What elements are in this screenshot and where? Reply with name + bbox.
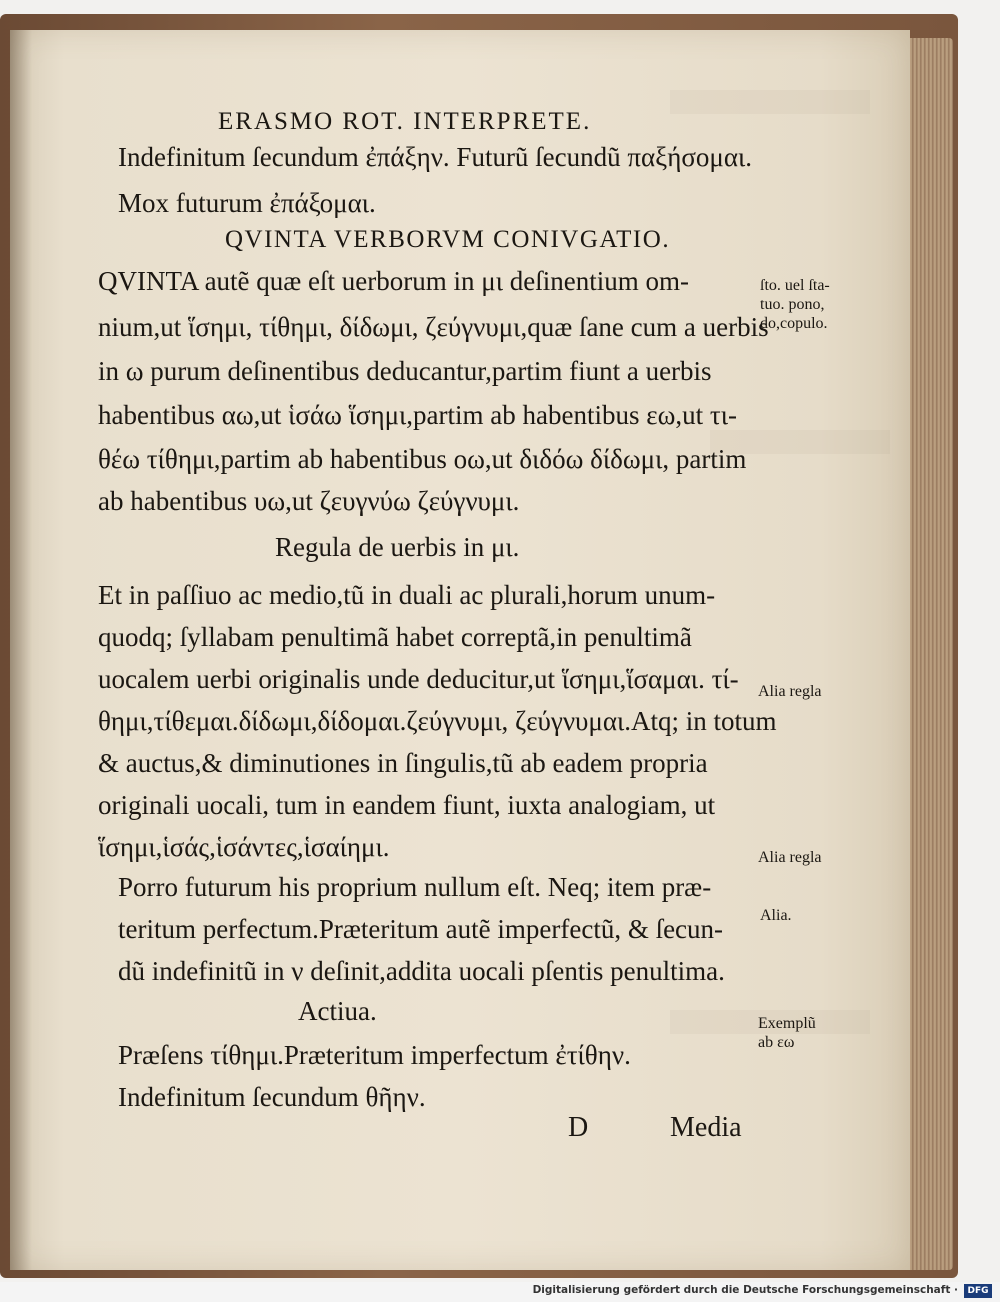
margin-note — [758, 1014, 816, 1052]
sub-heading: Actiua. — [298, 996, 377, 1026]
margin-note-line: Exemplũ — [758, 1015, 816, 1032]
margin-note — [760, 276, 830, 333]
signature-mark: D — [568, 1112, 589, 1143]
margin-note-line: ſto. uel ſta- — [760, 277, 830, 294]
running-head: ERASMO ROT. INTERPRETE. — [218, 108, 592, 135]
margin-note-line: do,copulo. — [760, 315, 828, 332]
body-line: Indefinitum ſecundum ἐπάξην. Futurũ ſecundũ παξήσομαι. — [118, 142, 753, 172]
body-line: Porro futurum his proprium nullum eſt. Neq; item præ- — [118, 872, 712, 902]
body-line: QVINTA autẽ quæ eſt uerborum in μι deſinentium om- — [98, 266, 689, 296]
margin-note — [758, 848, 822, 867]
body-line: & auctus,& diminutiones in ſingulis,tũ ab eadem propria — [98, 748, 708, 778]
body-line: habentibus αω,ut ἱσάω ἵσημι,partim ab habentibus εω,ut τι- — [98, 400, 737, 430]
margin-note-line: Alia. — [760, 907, 792, 924]
sub-heading: Regula de uerbis in μι. — [275, 532, 520, 562]
body-line: Indefinitum ſecundum θῆην. — [118, 1082, 426, 1112]
margin-note-line: Alia regla — [758, 683, 822, 700]
body-line: Mox futurum ἐπάξομαι. — [118, 188, 376, 218]
body-line: uocalem uerbi originalis unde deducitur,ut ἵσημι,ἵσαμαι. τί- — [98, 664, 739, 694]
body-line: ab habentibus υω,ut ζευγνύω ζεύγνυμι. — [98, 486, 520, 516]
body-line: nium,ut ἵσημι, τίθημι, δίδωμι, ζεύγνυμι,quæ ſane cum a uerbis — [98, 312, 769, 342]
catchword: Media — [670, 1112, 742, 1143]
margin-note — [758, 682, 822, 701]
body-line: Et in paſſiuo ac medio,tũ in duali ac plurali,horum unum- — [98, 580, 716, 610]
body-line: in ω purum deſinentibus deducantur,partim fiunt a uerbis — [98, 356, 712, 386]
gutter-shadow — [10, 30, 32, 1270]
body-line: quodq; ſyllabam penultimã habet correptã,in penultimã — [98, 622, 692, 652]
funding-credit: Digitalisierung gefördert durch die Deutsche Forschungsgemeinschaft · — [532, 1284, 958, 1296]
body-line: dũ indefinitũ in ν deſinit,addita uocali pſentis penultima. — [118, 956, 725, 986]
margin-note-line: tuo. pono, — [760, 296, 825, 313]
body-line: θέω τίθημι,partim ab habentibus οω,ut διδόω δίδωμι, partim — [98, 444, 747, 474]
body-line: teritum perfectum.Præteritum autẽ imperfectũ, & ſecun- — [118, 914, 724, 944]
margin-note — [760, 906, 792, 925]
body-line: θημι,τίθεμαι.δίδωμι,δίδομαι.ζεύγνυμι, ζεύγνυμαι.Atq; in totum — [98, 706, 777, 736]
body-line: Præſens τίθημι.Præteritum imperfectum ἐτίθην. — [118, 1040, 631, 1070]
dfg-logo-icon: DFG — [964, 1284, 992, 1298]
show-through — [670, 90, 870, 114]
body-line: ἵσημι,ἱσάς,ἱσάντες,ἱσαίημι. — [98, 832, 390, 862]
body-line: originali uocali, tum in eandem fiunt, iuxta analogiam, ut — [98, 790, 716, 820]
page-edges — [905, 38, 953, 1270]
margin-note-line: Alia regla — [758, 849, 822, 866]
book-page — [10, 30, 910, 1270]
section-heading: QVINTA VERBORVM CONIVGATIO. — [225, 226, 671, 253]
margin-note-line: ab εω — [758, 1034, 795, 1051]
